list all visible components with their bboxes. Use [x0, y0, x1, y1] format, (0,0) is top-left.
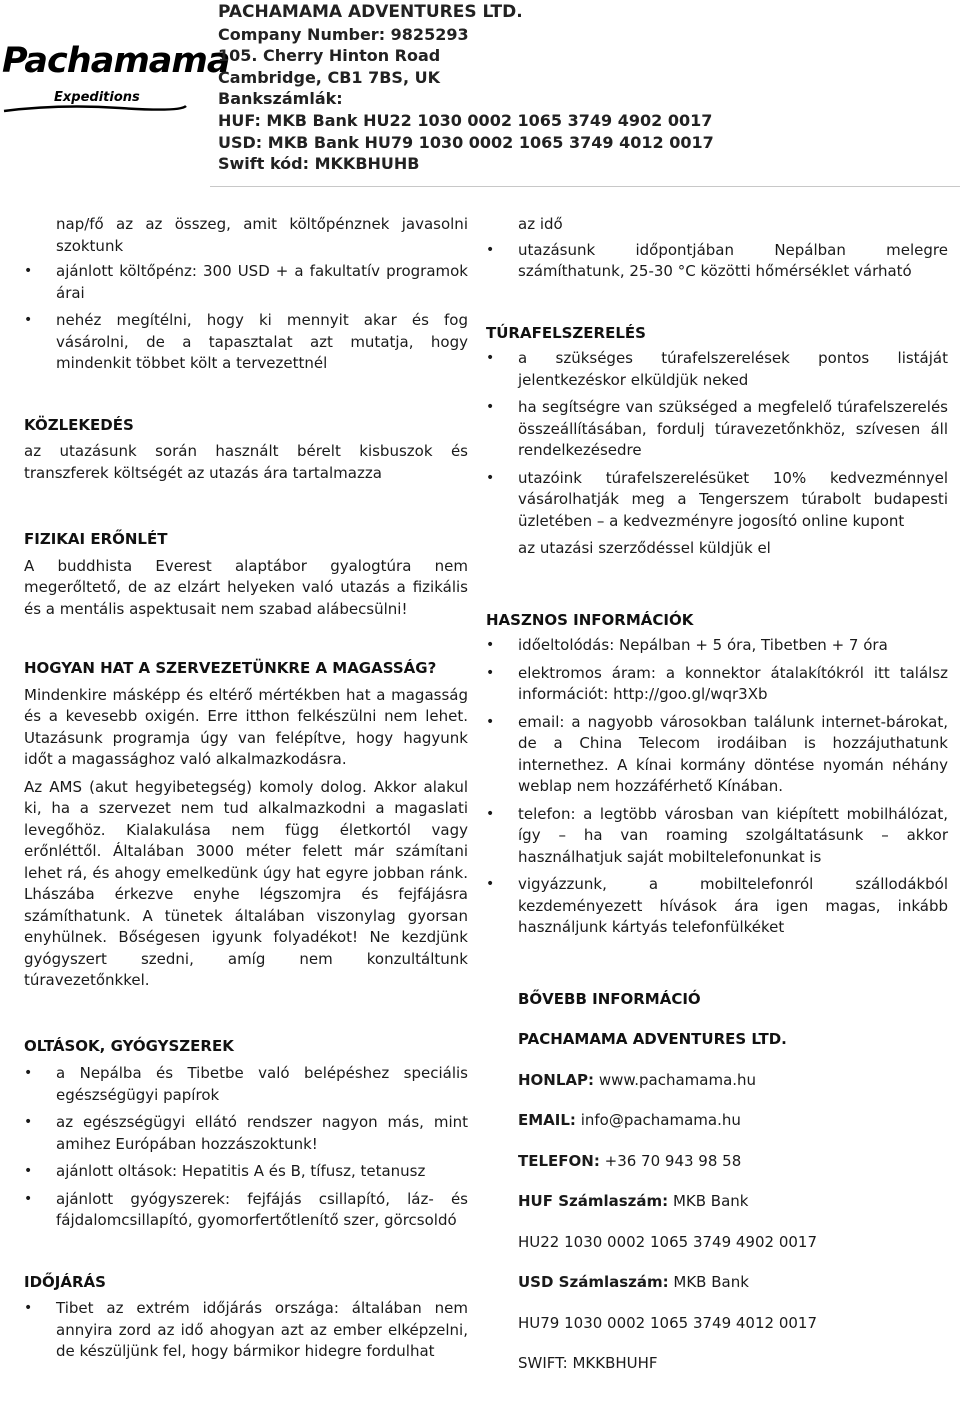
- logo-swash-icon: [0, 102, 190, 116]
- website-link[interactable]: www.pachamama.hu: [598, 1070, 757, 1089]
- weather-list: [24, 1298, 468, 1363]
- transport-heading: KÖZLEKEDÉS: [24, 415, 134, 434]
- phone-value: +36 70 943 98 58: [604, 1151, 742, 1170]
- list-item: • elektromos áram: a konnektor átalakítókról itt találsz információt: http://goo.gl/wqr3Xb: [486, 663, 948, 706]
- intro-continuation: nap/fő az az összeg, amit költőpénznek javasolni szoktunk: [56, 215, 468, 255]
- useful-info-heading: HASZNOS INFORMÁCIÓK: [486, 610, 694, 629]
- swift-code: [218, 153, 714, 175]
- swift-label: Swift kód:: [218, 154, 310, 174]
- gear-list: [486, 348, 948, 532]
- usd-label: USD:: [218, 132, 263, 152]
- website-label: HONLAP:: [518, 1070, 595, 1089]
- vaccine-list: [24, 1063, 468, 1232]
- company-details: [218, 2, 714, 175]
- list-item: • Tibet az extrém időjárás országa: általában nem annyira zord az idő ahogyan azt az ember elképzelni, de készüljünk fel, hogy bármikor hidegre fordulhat: [24, 1298, 468, 1363]
- gear-heading: TÚRAFELSZERELÉS: [486, 323, 646, 342]
- address-line-1: 105. Cherry Hinton Road: [218, 46, 441, 66]
- transport-text: az utazásunk során használt bérelt kisbuszok és transzferek költségét az utazás ára tartalmazza: [24, 442, 468, 482]
- usd-account-label: USD Számlaszám:: [518, 1273, 669, 1291]
- email-link[interactable]: info@pachamama.hu: [580, 1111, 741, 1129]
- swift-value: MKKBHUHB: [314, 154, 420, 174]
- logo-subtitle: Expeditions: [54, 90, 140, 105]
- pachamama-logo: [0, 41, 230, 114]
- company-number: Company Number: 9825293: [218, 24, 469, 44]
- contact-info: [486, 989, 948, 1375]
- logo-wordmark: Pachamama: [2, 41, 230, 81]
- weather-heading: IDŐJÁRÁS: [24, 1272, 106, 1291]
- usd-account-number: HU79 1030 0002 1065 3749 4012 0017: [518, 1313, 817, 1332]
- huf-account: [218, 110, 714, 132]
- email-label: EMAIL:: [518, 1111, 576, 1129]
- huf-bank: MKB Bank: [672, 1192, 749, 1210]
- usd-account-line: [518, 1272, 948, 1294]
- list-item: • a Nepálba és Tibetbe való belépéshez speciális egészségügyi papírok: [24, 1063, 468, 1106]
- budget-list: [24, 261, 468, 375]
- left-column: [24, 214, 468, 1369]
- useful-info-list: [486, 635, 948, 939]
- huf-value: MKB Bank HU22 1030 0002 1065 3749 4902 0017: [266, 110, 713, 130]
- weather-continuation: az idő: [518, 215, 563, 233]
- list-item: • ha segítségre van szükséged a megfelelő túrafelszerelés összeállításában, fordulj túravezetőnkhöz, szívesen áll rendelkezésedre: [486, 397, 948, 462]
- vaccine-heading: OLTÁSOK, GYÓGYSZEREK: [24, 1036, 234, 1055]
- altitude-text-2: Az AMS (akut hegyibetegség) komoly dolog. Akkor alakul ki, ha a szervezet nem tud alkalmazkodni a magaslati levegőhöz. Kialakulása nem függ életkortól vagy erőnléttől. Általában 3000 méter felett már számítani lehet rá, és ahogy emelkedünk úgy hat egyre jobban ránk. Lhászába érkezve enyhe légszomjra és fejfájásra számíthatunk. A tünetek általában viszonylag gyorsan enyhülnek. Bőségesen igyunk folyadékot! Ne kezdjünk gyógyszert szedni, amíg nem konzultáltunk túravezetőnkkel.: [24, 777, 468, 989]
- usd-bank: MKB Bank: [673, 1273, 749, 1291]
- swift-line: SWIFT: MKKBHUHF: [518, 1354, 658, 1372]
- gear-continuation: az utazási szerződéssel küldjük el: [518, 539, 771, 557]
- more-info-heading: BŐVEBB INFORMÁCIÓ: [518, 989, 701, 1008]
- list-item: • ajánlott gyógyszerek: fejfájás csillapító, láz- és fájdalomcsillapító, gyomorfertőtlenítő szer, görcsoldó: [24, 1189, 468, 1232]
- company-name: PACHAMAMA ADVENTURES LTD.: [218, 2, 523, 22]
- address-line-2: Cambridge, CB1 7BS, UK: [218, 67, 440, 87]
- list-item: • a szükséges túrafelszerelések pontos listáját jelentkezéskor elküldjük neked: [486, 348, 948, 391]
- bank-accounts-title: Bankszámlák:: [218, 89, 343, 109]
- list-item: • utazásunk időpontjában Nepálban melegre számíthatunk, 25-30 °C közötti hőmérséklet várható: [486, 240, 948, 283]
- list-item: • az egészségügyi ellátó rendszer nagyon más, mint amihez Európában hozzászoktunk!: [24, 1112, 468, 1155]
- altitude-text-1: Mindenkire másképp és eltérő mértékben hat a magasság és a kevesebb oxigén. Erre itthon felkészülni nem lehet. Utazásunk programja úgy van felépítve, hogy hagyunk időt a magassághoz való alkalmazkodásra.: [24, 685, 468, 768]
- right-column: [486, 214, 948, 1375]
- list-item: • ajánlott oltások: Hepatitis A és B, tífusz, tetanusz: [24, 1161, 468, 1183]
- letterhead: [0, 0, 960, 188]
- fitness-text: A buddhista Everest alaptábor gyalogtúra nem megerőltető, de az elzárt helyeken való utazás a fizikális és a mentális aspektusait nem szabad alábecsülni!: [24, 556, 468, 618]
- phone-label: TELEFON:: [518, 1151, 600, 1170]
- usd-account: [218, 132, 714, 154]
- huf-account-number: HU22 1030 0002 1065 3749 4902 0017: [518, 1232, 817, 1251]
- huf-label: HUF:: [218, 110, 261, 130]
- list-item: • időeltolódás: Nepálban + 5 óra, Tibetben + 7 óra: [486, 635, 948, 657]
- list-item: • email: a nagyobb városokban találunk internet-bárokat, de a China Telecom irodáiban is hozzájuthatunk internethez. A kínai kormány döntése nyomán néhány weblap nem hozzáférhető Kínában.: [486, 712, 948, 798]
- header-divider: [210, 186, 960, 187]
- phone-line: [518, 1151, 948, 1173]
- huf-account-label: HUF Számlaszám:: [518, 1192, 669, 1210]
- weather-list-cont: [486, 240, 948, 283]
- email-line: [518, 1110, 948, 1132]
- list-item: • vigyázzunk, a mobiltelefonról szállodákból kezdeményezett hívások ára igen magas, inkább használjunk kártyás telefonfülkéket: [486, 874, 948, 939]
- huf-account-line: [518, 1191, 948, 1213]
- usd-value: MKB Bank HU79 1030 0002 1065 3749 4012 0017: [267, 132, 714, 152]
- list-item: • ajánlott költőpénz: 300 USD + a fakultatív programok árai: [24, 261, 468, 304]
- altitude-heading: HOGYAN HAT A SZERVEZETÜNKRE A MAGASSÁG?: [24, 659, 437, 677]
- list-item: • nehéz megítélni, hogy ki mennyit akar és fog vásárolni, de a tapasztalat azt mutatja, hogy mindenkit többet költ a tervezettnél: [24, 310, 468, 375]
- website-line: [518, 1070, 948, 1092]
- company-name-footer: PACHAMAMA ADVENTURES LTD.: [518, 1030, 787, 1048]
- list-item: • utazóink túrafelszerelésüket 10% kedvezménnyel vásárolhatják meg a Tengerszem túrabolt budapesti üzletében – a kedvezményre jogosító online kupont: [486, 468, 948, 533]
- fitness-heading: FIZIKAI ERŐNLÉT: [24, 530, 168, 548]
- list-item: • telefon: a legtöbb városban van kiépített mobilhálózat, így – ha van roaming szolgáltatásunk – akkor használhatjuk saját mobiltelefonunkat is: [486, 804, 948, 869]
